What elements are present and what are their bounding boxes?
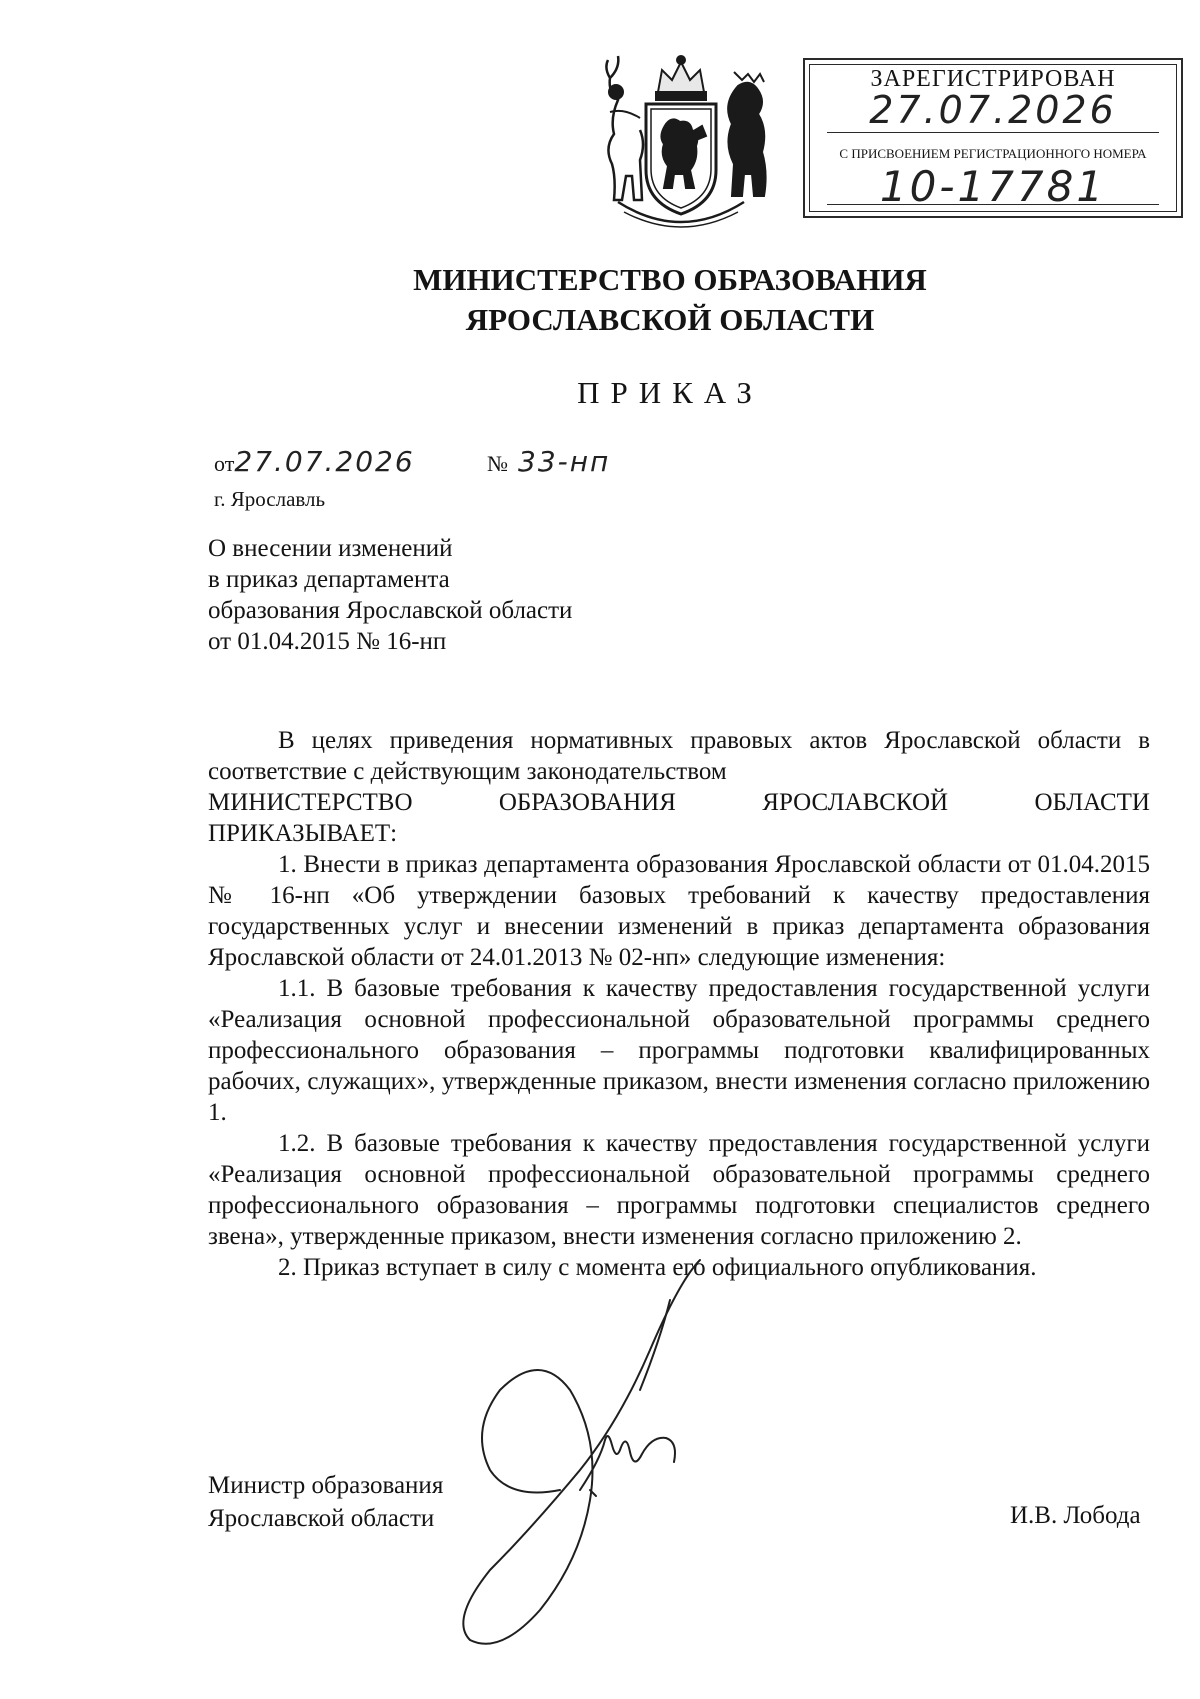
coat-of-arms-emblem — [588, 52, 774, 232]
handwritten-date: 27.07.2026 — [234, 445, 415, 478]
stamp-divider — [827, 132, 1159, 133]
order-body — [208, 725, 1150, 1283]
item-2-paragraph: 2. Приказ вступает в силу с момента его официального опубликования. — [278, 1254, 1037, 1281]
registration-stamp — [803, 58, 1183, 218]
ministry-title — [200, 260, 1140, 340]
ministry-line — [208, 787, 1150, 818]
ministry-word: МИНИСТЕРСТВО — [208, 789, 413, 816]
ministry-word: ОБРАЗОВАНИЯ — [498, 789, 676, 816]
ministry-word: ОБЛАСТИ — [1034, 789, 1150, 816]
stamp-handwritten-date: 27.07.2026 — [869, 88, 1117, 132]
preamble-paragraph: В целях приведения нормативных правовых актов Ярославской области в соответствие с действующим законодательством — [208, 727, 1150, 785]
handwritten-number: 33-нп — [518, 445, 611, 478]
stamp-registered-label: ЗАРЕГИСТРИРОВАН — [870, 66, 1116, 92]
item-1-1-paragraph: 1.1. В базовые требования к качеству предоставления государственной услуги «Реализация основной профессиональной образовательной программы среднего профессионального образования – программы подготовки квалифицированных рабочих, служащих», утвержденные приказом, внести изменения согласно приложению 1. — [208, 975, 1150, 1126]
number-prefix: № — [487, 451, 508, 476]
order-date — [214, 445, 415, 478]
signer-position-line: Ярославской области — [208, 1505, 435, 1532]
order-number — [487, 445, 610, 478]
subject-line: от 01.04.2015 № 16-нп — [208, 628, 447, 655]
item-1-paragraph: 1. Внести в приказ департамента образования Ярославской области от 01.04.2015 № 16-нп «Об утверждении базовых требований к качеству предоставления государственных услуг и внесении изменений в приказ департамента образования Ярославской области от 24.01.2013 № 02-нп» следующие изменения: — [208, 851, 1150, 971]
signer-name: И.В. Лобода — [1010, 1502, 1141, 1529]
subject-line: в приказ департамента — [208, 566, 450, 593]
subject-line: О внесении изменений — [208, 535, 453, 562]
orders-word: ПРИКАЗЫВАЕТ: — [208, 820, 398, 847]
order-subject — [208, 533, 572, 657]
stamp-number-caption: С ПРИСВОЕНИЕМ РЕГИСТРАЦИОННОГО НОМЕРА — [839, 146, 1147, 161]
signer-position-line: Министр образования — [208, 1472, 444, 1499]
document-type-title: ПРИКАЗ — [577, 375, 763, 410]
ministry-title-line: ЯРОСЛАВСКОЙ ОБЛАСТИ — [465, 302, 875, 337]
stamp-handwritten-number: 10-17781 — [879, 162, 1107, 211]
date-prefix: от — [214, 451, 235, 476]
subject-line: образования Ярославской области — [208, 597, 573, 624]
city-label: г. Ярославль — [214, 487, 326, 511]
ministry-word: ЯРОСЛАВСКОЙ — [762, 789, 949, 816]
ministry-title-line: МИНИСТЕРСТВО ОБРАЗОВАНИЯ — [413, 262, 927, 297]
stamp-divider — [827, 204, 1159, 205]
item-1-2-paragraph: 1.2. В базовые требования к качеству предоставления государственной услуги «Реализация основной профессиональной образовательной программы среднего профессионального образования – программы подготовки специалистов среднего звена», утвержденные приказом, внести изменения согласно приложению 2. — [208, 1130, 1150, 1250]
handwritten-signature — [430, 1240, 760, 1660]
signer-position — [208, 1469, 443, 1535]
